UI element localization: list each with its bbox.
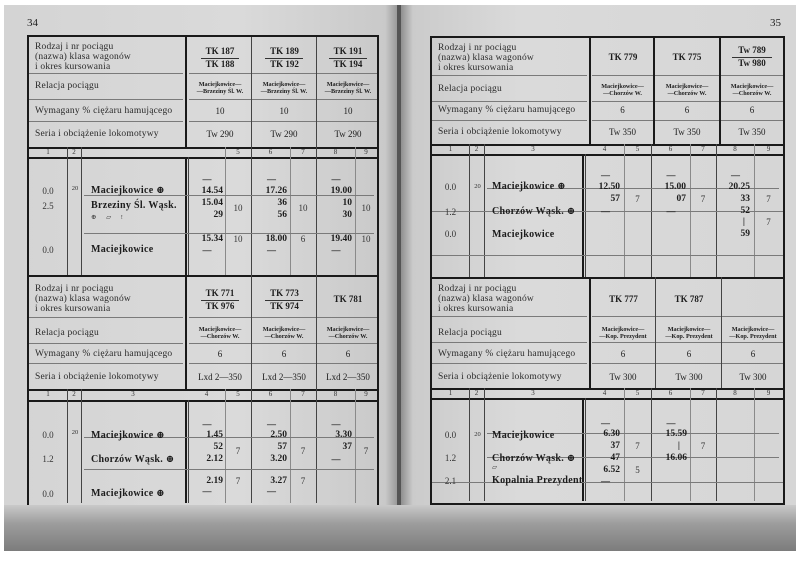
departure-time: 52: [740, 206, 750, 216]
column-number: 1: [448, 145, 453, 153]
departure-time: 47: [610, 453, 620, 463]
column-number: 2: [474, 389, 479, 397]
departure-time: 14.54: [201, 186, 223, 196]
station-name: Chorzów Wąsk. ⊕: [492, 453, 576, 464]
column-number: 3: [131, 390, 135, 398]
book-edge-shadow: [4, 505, 796, 551]
train-number: TK 771: [205, 288, 235, 298]
departure-time: 3.30: [335, 430, 352, 440]
station-name: Maciejkowice: [492, 430, 555, 441]
terminus-mark: —: [666, 206, 676, 216]
station-name: Brzeziny Śl. Wąsk.: [91, 200, 177, 211]
brake-percentage: 6: [281, 349, 287, 359]
locomotive-series: Tw 300: [609, 372, 637, 382]
train-type-label: Rodzaj i nr pociągu (nazwa) klasa wagonów i okres kursowania: [438, 43, 534, 73]
station-name: Maciejkowice ⊕: [91, 185, 165, 196]
column-number: 6: [268, 390, 273, 398]
column-number: 9: [364, 390, 368, 398]
locomotive-series: Tw 290: [270, 129, 298, 139]
station-name: Chorzów Wąsk. ⊕: [492, 206, 576, 217]
origin-mark: —: [666, 170, 676, 180]
train-number: TK 189: [270, 46, 299, 56]
stop-duration: 7: [300, 476, 306, 486]
column-number: 5: [635, 145, 640, 153]
arrival-time: 33: [740, 194, 750, 204]
arrival-time: 15.04: [201, 198, 223, 208]
stop-duration: 7: [635, 194, 640, 204]
departure-time: 2.12: [206, 454, 223, 464]
terminus-mark: —: [202, 245, 212, 255]
stop-duration: 10: [233, 203, 243, 213]
train-number: TK 781: [333, 294, 363, 304]
column-number: 8: [733, 389, 737, 397]
brake-percentage: 6: [620, 349, 626, 359]
brake-percentage: 6: [217, 349, 223, 359]
train-relation: Maciejkowice— —Kop. Prezydent: [665, 326, 713, 341]
relation-label: Relacja pociągu: [438, 328, 502, 338]
train-relation: Maciejkowice— —Chorzów W.: [601, 83, 644, 98]
column-number: 4: [602, 389, 607, 397]
column-number: 9: [364, 148, 368, 156]
column-number: 7: [301, 390, 305, 398]
brake-percentage: 6: [345, 349, 351, 359]
open-timetable-book: [4, 5, 796, 551]
column-number: 5: [236, 390, 240, 398]
origin-mark: —: [731, 170, 740, 180]
stop-duration: 10: [233, 234, 243, 244]
train-relation: Maciejkowice— —Chorzów W.: [730, 83, 774, 98]
speed-limit: 20: [71, 429, 79, 436]
arrival-time: 57: [610, 194, 620, 204]
train-number: TK 775: [672, 52, 702, 62]
departure-time: 2.50: [270, 430, 287, 440]
station-name: Maciejkowice: [492, 229, 555, 240]
relation-label: Relacja pociągu: [438, 84, 502, 94]
departure-time: 3.20: [270, 454, 287, 464]
arrival-time: 37: [610, 441, 620, 451]
column-number: 1: [448, 389, 453, 397]
departure-time: 15.59: [665, 429, 687, 439]
timetable-block-4: [430, 277, 785, 505]
relation-label: Relacja pociągu: [35, 328, 99, 338]
column-number: 8: [733, 145, 737, 153]
departure-time: 16.06: [665, 453, 687, 463]
departure-time: 17.26: [265, 186, 287, 196]
departure-time: 29: [213, 210, 223, 220]
locomotive-series: Tw 350: [738, 127, 766, 137]
train-relation: Maciejkowice— —Brzeziny Śl. W.: [260, 81, 308, 96]
brake-percentage: 6: [620, 105, 625, 115]
right-page: [401, 5, 796, 505]
departure-time: 1.45: [206, 430, 223, 440]
arrival-time: 59: [740, 229, 750, 239]
train-type-label: Rodzaj i nr pociągu (nazwa) klasa wagonów i okres kursowania: [35, 42, 131, 72]
terminus-mark: —: [331, 454, 341, 464]
origin-mark: —: [601, 418, 610, 428]
distance-km: 1.2: [444, 207, 457, 217]
arrival-time: 37: [342, 442, 352, 452]
locomotive-series: Lxd 2—350: [198, 372, 242, 382]
train-type-label: Rodzaj i nr pociągu (nazwa) klasa wagonów i okres kursowania: [35, 284, 131, 314]
terminus-mark: —: [331, 245, 341, 255]
arrival-time: 3.27: [270, 476, 287, 486]
terminus-mark: —: [202, 486, 212, 496]
distance-km: 2.5: [42, 201, 54, 211]
departure-time: 20.25: [728, 182, 750, 192]
locomotive-series: Tw 350: [608, 127, 637, 137]
station-symbols: ▱: [492, 464, 497, 471]
train-relation: Maciejkowice— —Brzeziny Śl. W.: [324, 81, 372, 96]
brake-percentage: 10: [279, 106, 289, 116]
arrival-time: 15.34: [201, 234, 223, 244]
train-number: TK 773: [270, 288, 299, 298]
stop-duration: 7: [700, 441, 706, 451]
station-name: Maciejkowice ⊕: [91, 488, 165, 499]
station-name: Kopalnia Prezydent: [492, 475, 583, 486]
column-number: 8: [333, 390, 338, 398]
terminus-mark: —: [601, 476, 610, 486]
train-relation: Maciejkowice— —Kop. Prezydent: [729, 326, 777, 341]
page-number: 35: [770, 17, 781, 29]
locomotive-series: Tw 290: [334, 129, 362, 139]
arrival-time: 36: [277, 198, 287, 208]
distance-km: 2.1: [444, 476, 457, 486]
distance-km: 1.2: [42, 454, 54, 464]
distance-km: 0.0: [444, 182, 457, 192]
speed-limit: 20: [71, 185, 79, 192]
column-number: 3: [531, 145, 535, 153]
arrival-time: 07: [676, 194, 686, 204]
column-number: 5: [236, 148, 240, 156]
column-number: 2: [72, 148, 76, 156]
column-number: 7: [301, 148, 305, 156]
speed-limit: 20: [474, 431, 481, 438]
origin-mark: —: [601, 170, 610, 180]
locomotive-series: Lxd 2—350: [262, 372, 306, 382]
brake-percentage: 10: [215, 106, 225, 116]
brake-percentage: 6: [750, 349, 756, 359]
column-number: 2: [72, 390, 76, 398]
train-number: TK 191: [333, 46, 363, 56]
terminus-mark: —: [267, 245, 276, 255]
arrival-time: 10: [342, 198, 352, 208]
train-number: TK 194: [333, 59, 363, 69]
train-relation: Maciejkowice— —Brzeziny Śl. W.: [196, 81, 244, 96]
train-number: TK 187: [205, 46, 235, 56]
locomotive-label: Seria i obciążenie lokomotywy: [438, 127, 562, 137]
distance-km: 0.0: [42, 186, 54, 196]
brake-percentage: 10: [343, 106, 353, 116]
locomotive-label: Seria i obciążenie lokomotywy: [35, 372, 159, 382]
arrival-time: 52: [213, 442, 223, 452]
origin-mark: —: [267, 174, 276, 184]
left-page: [4, 5, 397, 505]
distance-km: 0.0: [444, 229, 457, 239]
locomotive-label: Seria i obciążenie lokomotywy: [438, 372, 562, 382]
column-number: 1: [46, 390, 50, 398]
column-number: 7: [701, 389, 705, 397]
locomotive-series: Lxd 2—350: [326, 372, 370, 382]
locomotive-series: Tw 300: [675, 372, 703, 382]
train-number: Tw 789: [738, 45, 766, 55]
train-relation: Maciejkowice— —Kop. Prezydent: [599, 326, 647, 341]
column-number: 6: [668, 389, 673, 397]
column-number: 4: [204, 390, 209, 398]
column-number: 6: [268, 148, 273, 156]
column-number: 8: [333, 148, 338, 156]
brake-weight-label: Wymagany % ciężaru hamującego: [438, 349, 576, 359]
train-number: TK 974: [270, 301, 299, 311]
column-number: 5: [635, 389, 640, 397]
origin-mark: —: [331, 419, 341, 429]
column-number: 9: [766, 145, 771, 153]
origin-mark: —: [267, 419, 276, 429]
station-name: Maciejkowice ⊕: [91, 430, 165, 441]
train-relation: Maciejkowice— —Chorzów W.: [262, 326, 306, 341]
train-relation: Maciejkowice— —Chorzów W.: [198, 326, 242, 341]
pass-through-mark: |: [677, 441, 680, 451]
brake-weight-label: Wymagany % ciężaru hamującego: [35, 349, 173, 359]
relation-label: Relacja pociągu: [35, 81, 99, 91]
timetable-block-1: [27, 35, 379, 277]
origin-mark: —: [202, 419, 212, 429]
column-number: 3: [531, 389, 535, 397]
arrival-time: 57: [277, 442, 287, 452]
stop-duration: 7: [235, 476, 241, 486]
locomotive-label: Seria i obciążenie lokomotywy: [35, 129, 159, 139]
stop-duration: 7: [635, 441, 640, 451]
column-number: 6: [668, 145, 673, 153]
station-name: Maciejkowice: [91, 244, 154, 255]
station-symbols: ⊕ ▱ !: [91, 214, 127, 221]
stop-duration: 7: [766, 194, 771, 204]
stop-duration: 7: [700, 194, 706, 204]
departure-time: 12.50: [598, 182, 620, 192]
brake-percentage: 6: [686, 349, 692, 359]
departure-time: 15.00: [664, 182, 686, 192]
distance-km: 0.0: [42, 245, 54, 255]
column-number: 1: [46, 148, 50, 156]
train-number: Tw 980: [738, 58, 766, 68]
departure-time: 56: [277, 210, 287, 220]
stop-duration: 7: [235, 446, 241, 456]
brake-percentage: 6: [684, 105, 690, 115]
arrival-time: 2.19: [206, 476, 223, 486]
page-number: 34: [27, 17, 38, 29]
station-name: Maciejkowice ⊕: [492, 181, 566, 192]
distance-km: 0.0: [444, 430, 457, 440]
train-relation: Maciejkowice— —Chorzów W.: [665, 83, 709, 98]
train-number: TK 976: [205, 301, 235, 311]
terminus-mark: —: [267, 486, 276, 496]
stop-duration: 10: [298, 203, 308, 213]
departure-time: 30: [342, 210, 352, 220]
train-number: TK 779: [608, 52, 638, 62]
train-number: TK 192: [270, 59, 299, 69]
locomotive-series: Tw 350: [673, 127, 701, 137]
terminus-mark: —: [601, 206, 610, 216]
departure-time: 19.00: [330, 186, 352, 196]
station-name: Chorzów Wąsk. ⊕: [91, 454, 175, 465]
column-number: 4: [602, 145, 607, 153]
stop-duration: 6: [300, 234, 306, 244]
origin-mark: —: [202, 174, 212, 184]
column-number: 9: [766, 389, 771, 397]
brake-weight-label: Wymagany % ciężaru hamującego: [35, 106, 173, 116]
origin-mark: —: [666, 418, 676, 428]
locomotive-series: Tw 290: [206, 129, 234, 139]
departure-time: 6.30: [603, 429, 620, 439]
distance-km: 0.0: [42, 430, 54, 440]
brake-weight-label: Wymagany % ciężaru hamującego: [438, 105, 576, 115]
column-number: 7: [701, 145, 705, 153]
stop-duration: 7: [363, 446, 369, 456]
arrival-time: 18.00: [265, 234, 287, 244]
arrival-time: 19.40: [330, 234, 352, 244]
stop-duration: 10: [361, 203, 371, 213]
origin-mark: —: [331, 174, 341, 184]
stop-duration: 7: [300, 446, 306, 456]
locomotive-series: Tw 300: [739, 372, 767, 382]
arrival-time: 6.52: [603, 465, 620, 475]
train-number: TK 787: [674, 294, 704, 304]
timetable-block-2: [27, 275, 379, 507]
speed-limit: 20: [474, 183, 481, 190]
train-type-label: Rodzaj i nr pociągu (nazwa) klasa wagonów i okres kursowania: [438, 284, 534, 314]
distance-km: 1.2: [444, 453, 457, 463]
stop-duration: 7: [766, 217, 771, 227]
distance-km: 0.0: [42, 489, 54, 499]
train-relation: Maciejkowice— —Chorzów W.: [326, 326, 370, 341]
column-number: 2: [474, 145, 479, 153]
train-number: TK 188: [205, 59, 235, 69]
train-number: TK 777: [609, 294, 638, 304]
pass-through-mark: |: [742, 217, 745, 227]
stop-duration: 10: [361, 234, 371, 244]
brake-percentage: 6: [749, 105, 755, 115]
stop-duration: 5: [635, 465, 640, 475]
timetable-block-3: [430, 36, 785, 279]
